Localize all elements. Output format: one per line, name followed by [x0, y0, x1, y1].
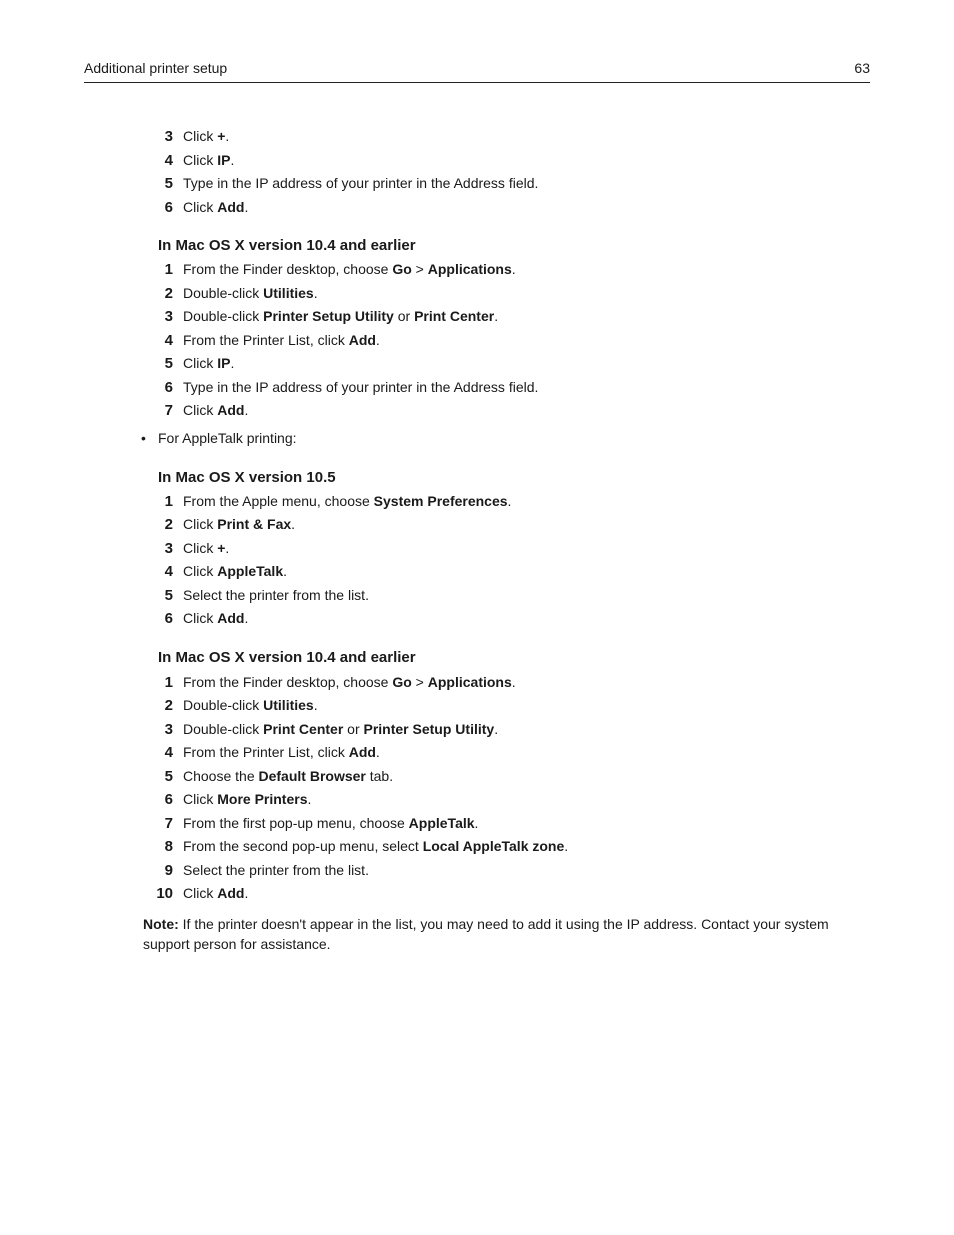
step-text: Click	[183, 885, 218, 901]
step-item	[0, 196, 954, 220]
step-ui-term: Local AppleTalk zone	[422, 838, 565, 854]
step-text: .	[494, 720, 499, 737]
steps-list-tcpip-10-4	[0, 258, 954, 423]
step-number: 7	[164, 814, 173, 832]
step-number: 4	[164, 563, 173, 580]
step-text: .	[474, 814, 479, 831]
step-number: 6	[164, 198, 173, 216]
step-text: .	[511, 261, 516, 277]
step-text: >	[411, 261, 428, 277]
step-number: 4	[164, 331, 173, 349]
steps-list-appletalk-10-5	[0, 490, 954, 631]
step-text: >	[411, 673, 428, 690]
step-text: .	[230, 151, 235, 168]
step-item	[0, 812, 954, 836]
step-text: .	[494, 308, 499, 324]
step-ui-term: Applications	[427, 673, 512, 690]
step-ui-term: Add	[217, 402, 245, 418]
step-number: 5	[164, 355, 173, 372]
step-item	[0, 329, 954, 353]
page-content	[0, 125, 954, 955]
step-item	[0, 258, 954, 282]
step-number: 9	[164, 861, 173, 879]
step-ui-term: Go	[392, 261, 412, 277]
step-item	[0, 859, 954, 883]
step-item	[0, 835, 954, 859]
note-paragraph	[0, 914, 853, 955]
step-ui-term: +	[217, 539, 226, 556]
step-text: Click	[183, 198, 218, 215]
step-text: .	[225, 539, 230, 556]
step-text: Click	[183, 355, 218, 371]
step-text: .	[244, 198, 249, 215]
bullet-dot: •	[141, 429, 146, 446]
step-item	[0, 352, 954, 376]
step-text: tab.	[365, 767, 394, 784]
step-text: .	[244, 610, 249, 626]
step-text: .	[283, 563, 287, 579]
step-ui-term: Add	[348, 331, 376, 348]
step-text: Click	[183, 128, 218, 144]
step-number: 3	[164, 128, 173, 145]
step-ui-term: Print & Fax	[217, 516, 292, 532]
step-item	[0, 537, 954, 561]
step-text: .	[313, 284, 318, 301]
section-heading-tcpip-10-4: In Mac OS X version 10.4 and earlier	[158, 237, 416, 254]
step-text: Select the printer from the list.	[183, 586, 369, 603]
step-text: Click	[183, 610, 218, 626]
step-text: Double-click	[183, 697, 264, 713]
step-text: Type in the IP address of your printer in the Address field.	[183, 175, 539, 191]
step-text: .	[244, 885, 249, 901]
step-number: 2	[164, 284, 173, 302]
step-ui-term: Add	[217, 885, 245, 901]
step-text: Double-click	[183, 720, 264, 737]
step-ui-term: System Preferences	[373, 492, 508, 509]
step-item	[0, 305, 954, 329]
step-number: 6	[164, 610, 173, 627]
note-label: Note:	[143, 915, 179, 932]
steps-list-appletalk-10-4	[0, 671, 954, 906]
step-item	[0, 765, 954, 789]
step-item	[0, 172, 954, 196]
step-item	[0, 125, 954, 149]
step-item	[0, 741, 954, 765]
step-text: From the second pop-up menu, select	[183, 838, 423, 854]
step-ui-term: +	[217, 128, 226, 144]
section-heading-appletalk-10-5: In Mac OS X version 10.5	[158, 468, 336, 486]
step-ui-term: Add	[217, 198, 245, 215]
step-item	[0, 560, 954, 584]
step-item	[0, 671, 954, 695]
step-number: 7	[164, 402, 173, 419]
step-ui-term: Print Center	[263, 720, 344, 737]
step-ui-term: Utilities	[263, 697, 314, 713]
step-number: 5	[164, 767, 173, 785]
step-number: 3	[164, 539, 173, 557]
step-ui-term: Printer Setup Utility	[363, 720, 495, 737]
step-item	[0, 882, 954, 906]
step-item	[0, 788, 954, 812]
step-text: Click	[183, 151, 218, 168]
step-number: 8	[164, 838, 173, 855]
step-text: or	[393, 308, 415, 324]
step-text: From the Printer List, click	[183, 744, 349, 760]
step-number: 1	[164, 261, 173, 278]
step-text: Double-click	[183, 284, 264, 301]
step-text: .	[511, 673, 516, 690]
step-text: From the first pop-up menu, choose	[183, 814, 409, 831]
step-ui-term: AppleTalk	[217, 563, 284, 579]
step-item	[0, 694, 954, 718]
step-item	[0, 584, 954, 608]
step-item	[0, 149, 954, 173]
page-number: 63	[854, 60, 870, 76]
page-header	[84, 60, 870, 83]
step-text: Click	[183, 563, 218, 579]
step-text: From the Printer List, click	[183, 331, 349, 348]
step-text: .	[564, 838, 569, 854]
step-ui-term: Print Center	[414, 308, 495, 324]
step-number: 2	[164, 516, 173, 533]
step-text: .	[225, 128, 230, 144]
step-text: Click	[183, 402, 218, 418]
step-ui-term: AppleTalk	[408, 814, 475, 831]
step-text: From the Finder desktop, choose	[183, 261, 393, 277]
step-text: From the Finder desktop, choose	[183, 673, 393, 690]
step-number: 6	[164, 791, 173, 808]
step-text: .	[291, 516, 296, 532]
step-item	[0, 376, 954, 400]
step-number: 6	[164, 378, 173, 396]
step-text: .	[230, 355, 235, 371]
step-text: From the Apple menu, choose	[183, 492, 374, 509]
running-header-title: Additional printer setup	[84, 60, 228, 76]
step-text: Double-click	[183, 308, 264, 324]
step-ui-term: IP	[217, 355, 231, 371]
section-heading-appletalk-10-4: In Mac OS X version 10.4 and earlier	[158, 648, 416, 666]
step-item	[0, 718, 954, 742]
step-text: .	[313, 697, 318, 713]
steps-list-tcpip-10-5	[0, 125, 954, 219]
step-ui-term: Applications	[427, 261, 512, 277]
step-ui-term: More Printers	[217, 791, 308, 807]
step-ui-term: Add	[217, 610, 245, 626]
step-number: 3	[164, 308, 173, 325]
step-ui-term: Utilities	[263, 284, 314, 301]
step-text: Choose the	[183, 767, 259, 784]
step-text: .	[307, 791, 312, 807]
step-ui-term: Default Browser	[258, 767, 366, 784]
step-text: Select the printer from the list.	[183, 861, 369, 878]
step-text: .	[375, 331, 380, 348]
step-text: Click	[183, 539, 218, 556]
step-item	[0, 399, 954, 423]
step-text: .	[507, 492, 512, 509]
step-text: Type in the IP address of your printer in the Address field.	[183, 378, 539, 395]
step-text: Click	[183, 791, 218, 807]
step-number: 1	[164, 673, 173, 691]
note-text: If the printer doesn't appear in the list, you may need to add it using the IP address. Contact your system support person for assistance.	[143, 915, 829, 952]
step-ui-term: IP	[217, 151, 231, 168]
step-number: 2	[164, 697, 173, 714]
step-text: or	[343, 720, 364, 737]
step-text: Click	[183, 516, 218, 532]
step-text: .	[375, 744, 380, 760]
step-text: .	[244, 402, 249, 418]
step-number: 10	[156, 885, 173, 902]
step-ui-term: Go	[392, 673, 412, 690]
step-number: 4	[164, 744, 173, 761]
step-number: 4	[164, 151, 173, 169]
step-number: 1	[164, 492, 173, 510]
bullet-item-appletalk	[0, 426, 954, 450]
bullet-text: For AppleTalk printing:	[158, 429, 297, 446]
step-item	[0, 607, 954, 631]
step-number: 5	[164, 586, 173, 604]
step-ui-term: Printer Setup Utility	[263, 308, 394, 324]
step-number: 3	[164, 720, 173, 738]
step-ui-term: Add	[348, 744, 376, 760]
step-item	[0, 490, 954, 514]
step-item	[0, 282, 954, 306]
step-item	[0, 513, 954, 537]
step-number: 5	[164, 175, 173, 192]
